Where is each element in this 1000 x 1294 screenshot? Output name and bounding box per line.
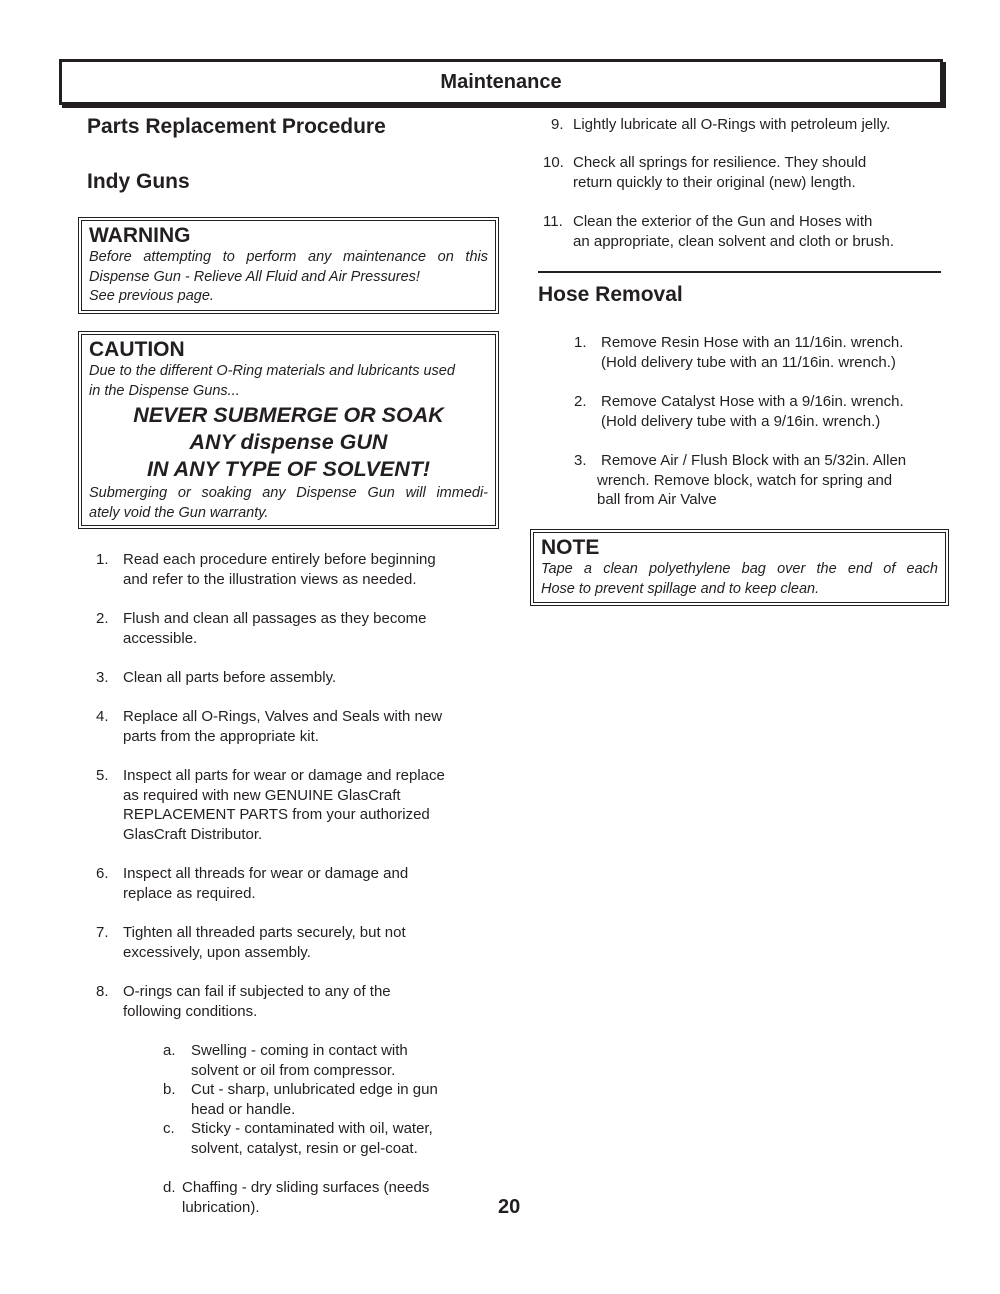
- list-item-line: return quickly to their original (new) length.: [573, 173, 856, 191]
- list-item-number: 5.: [96, 767, 109, 784]
- note-line: Tape a clean polyethylene bag over the end of each: [541, 561, 938, 577]
- list-item-number: 3.: [96, 669, 109, 686]
- hose-step-line: Remove Air / Flush Block with an 5/32in. Allen: [601, 452, 907, 469]
- page-header: [59, 59, 943, 105]
- list-item-number: 4.: [96, 708, 109, 725]
- list-item-number: 8.: [96, 983, 109, 1000]
- condition-line: solvent or oil from compressor.: [191, 1061, 396, 1079]
- caution-box: [78, 331, 499, 529]
- condition-line: solvent, catalyst, resin or gel-coat.: [191, 1139, 418, 1157]
- list-item-number: 9.: [551, 116, 564, 133]
- condition-line: head or handle.: [191, 1100, 296, 1118]
- hose-step-line: (Hold delivery tube with a 9/16in. wrench.): [601, 412, 881, 430]
- hose-removal-title: Hose Removal: [538, 283, 683, 306]
- list-item-line: Lightly lubricate all O-Rings with petroleum jelly.: [573, 116, 891, 133]
- note-line: Hose to prevent spillage and to keep clean.: [541, 580, 820, 597]
- caution-emphasis-line: ANY dispense GUN: [189, 430, 388, 454]
- list-item-number: 6.: [96, 865, 109, 882]
- hose-step-line: ball from Air Valve: [597, 491, 717, 508]
- hose-step-number: 1.: [574, 334, 587, 351]
- hose-step-line: Remove Catalyst Hose with a 9/16in. wrench.: [601, 393, 904, 410]
- list-item-line: accessible.: [123, 629, 198, 647]
- list-item-number: 1.: [96, 551, 109, 568]
- list-item-line: an appropriate, clean solvent and cloth or brush.: [573, 232, 895, 250]
- condition-line: Sticky - contaminated with oil, water,: [191, 1120, 433, 1137]
- condition-line: lubrication).: [182, 1198, 260, 1216]
- list-item-line: Inspect all parts for wear or damage and replace: [123, 767, 445, 784]
- subsection-title: Indy Guns: [87, 170, 190, 193]
- warning-text: [89, 248, 488, 307]
- condition-line: Cut - sharp, unlubricated edge in gun: [191, 1081, 438, 1098]
- list-item-line: O-rings can fail if subjected to any of the: [123, 983, 391, 1000]
- caution-footer-line: Submerging or soaking any Dispense Gun will immedi-: [89, 485, 488, 501]
- list-item-number: 10.: [543, 154, 564, 171]
- list-item-line: Clean the exterior of the Gun and Hoses with: [573, 213, 873, 230]
- warning-box: [78, 217, 499, 314]
- list-item-line: Replace all O-Rings, Valves and Seals with new: [123, 708, 443, 725]
- caution-footer-line: ately void the Gun warranty.: [89, 504, 269, 521]
- caution-emphasis: [89, 402, 488, 483]
- list-item-line: Inspect all threads for wear or damage and: [123, 865, 409, 882]
- list-item-line: Check all springs for resilience. They should: [573, 154, 867, 171]
- warning-line: See previous page.: [89, 288, 214, 304]
- caution-footer: [89, 484, 488, 523]
- list-item-line: following conditions.: [123, 1002, 258, 1020]
- list-item-line: Clean all parts before assembly.: [123, 669, 337, 686]
- condition-line: Swelling - coming in contact with: [191, 1042, 408, 1059]
- note-box: [530, 529, 949, 606]
- page-number: 20: [498, 1196, 521, 1218]
- note-title: NOTE: [541, 536, 600, 559]
- section-title: Parts Replacement Procedure: [87, 115, 386, 138]
- list-item-line: Flush and clean all passages as they become: [123, 610, 427, 627]
- condition-letter: b.: [163, 1081, 176, 1098]
- caution-title: CAUTION: [89, 338, 185, 361]
- warning-title: WARNING: [89, 224, 191, 247]
- warning-line: Dispense Gun - Relieve All Fluid and Air Pressures!: [89, 268, 420, 285]
- list-item-line: replace as required.: [123, 884, 256, 902]
- list-item-number: 11.: [543, 213, 563, 230]
- hose-step-line: wrench. Remove block, watch for spring and: [597, 471, 893, 489]
- list-item-number: 2.: [96, 610, 109, 627]
- caution-intro-line: in the Dispense Guns...: [89, 382, 240, 399]
- hose-step-line: Remove Resin Hose with an 11/16in. wrench.: [601, 334, 904, 351]
- condition-letter: c.: [163, 1120, 175, 1137]
- hose-step-line: (Hold delivery tube with an 11/16in. wrench.): [601, 353, 896, 371]
- list-item-line: REPLACEMENT PARTS from your authorized: [123, 806, 430, 823]
- caution-emphasis-line: IN ANY TYPE OF SOLVENT!: [146, 457, 431, 481]
- condition-line: Chaffing - dry sliding surfaces (needs: [182, 1179, 430, 1196]
- list-item-line: Tighten all threaded parts securely, but not: [123, 924, 406, 941]
- list-item-line: and refer to the illustration views as needed.: [123, 570, 417, 588]
- caution-intro: [89, 362, 488, 401]
- list-item-line: parts from the appropriate kit.: [123, 727, 319, 745]
- page-header-title: Maintenance: [440, 70, 562, 93]
- left-top-rule: [87, 103, 491, 105]
- warning-line: Before attempting to perform any maintenance on this: [89, 249, 488, 265]
- caution-intro-line: Due to the different O-Ring materials and lubricants used: [89, 363, 455, 379]
- list-item-line: GlasCraft Distributor.: [123, 825, 263, 843]
- list-item-line: Read each procedure entirely before beginning: [123, 551, 436, 568]
- list-item-line: excessively, upon assembly.: [123, 943, 311, 961]
- hose-step-number: 3.: [574, 452, 587, 469]
- caution-emphasis-line: NEVER SUBMERGE OR SOAK: [133, 403, 444, 427]
- list-item-line: as required with new GENUINE GlasCraft: [123, 786, 401, 804]
- note-text: [541, 560, 938, 599]
- condition-letter: a.: [163, 1042, 176, 1059]
- list-item-number: 7.: [96, 924, 109, 941]
- hose-step-number: 2.: [574, 393, 587, 410]
- right-section-rule: [538, 271, 941, 273]
- condition-letter: d.: [163, 1179, 176, 1196]
